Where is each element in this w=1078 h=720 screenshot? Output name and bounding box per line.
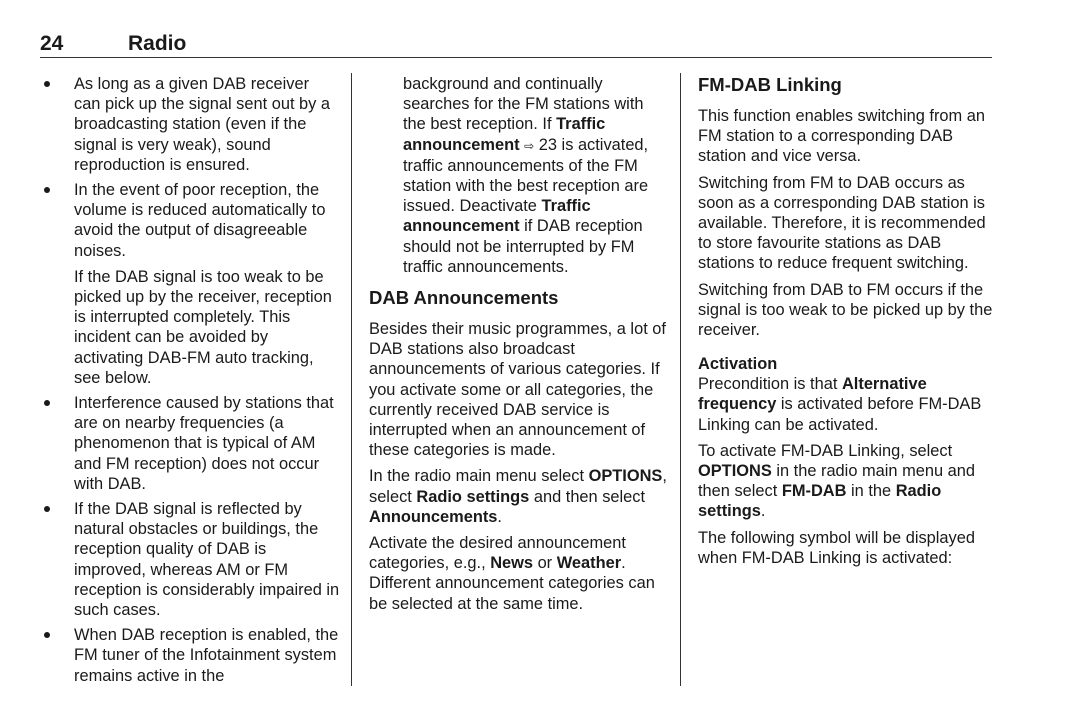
bullet-icon <box>44 81 50 87</box>
column-divider-1 <box>351 73 352 686</box>
bullet-icon <box>44 506 50 512</box>
bullet-continuation-text: background and continually searches for the FM stations with the best reception. If Traffic announcement ⇨ 23 is activated, traffic announcements of the FM station with the best reception are issued. Deactivate Traffic announcement if DAB reception should not be interrupted by FM traffic announcements. <box>403 75 649 276</box>
paragraph: Switching from DAB to FM occurs if the signal is too weak to be picked up by the receiver. <box>698 280 993 340</box>
column-3 <box>698 74 998 574</box>
bullet-icon <box>44 400 50 406</box>
paragraph: Switching from FM to DAB occurs as soon as a corresponding DAB station is available. Therefore, it is recommended to store favourite stations as DAB stations to reduce frequent switching. <box>698 173 986 273</box>
list-item: When DAB reception is enabled, the FM tuner of the Infotainment system remains active in the <box>40 625 340 686</box>
list-item: If the DAB signal is reflected by natural obstacles or buildings, the reception quality of DAB is improved, whereas AM or FM reception is considerably impaired in such cases. <box>40 499 340 620</box>
page-number: 24 <box>40 32 64 55</box>
page-reference: 23 <box>538 135 557 154</box>
heading-dab-announcements: DAB Announcements <box>369 287 559 309</box>
paragraph: Besides their music programmes, a lot of DAB stations also broadcast announcements of various categories. If you activate some or all categories, the currently received DAB service is interrupted when an announcement of these categories is made. <box>369 320 666 460</box>
paragraph: This function enables switching from an FM station to a corresponding DAB station and vice versa. <box>698 107 985 166</box>
column-1 <box>40 74 340 691</box>
column-2 <box>369 74 669 620</box>
bullet-icon <box>44 632 50 638</box>
bullet-continuation: If the DAB signal is too weak to be picked up by the receiver, reception is interrupted completely. This incident can be avoided by activating DAB-FM auto tracking, see below. <box>74 267 332 387</box>
paragraph: Activate the desired announcement categories, e.g., News or Weather. Different announcement categories can be selected at the same time. <box>369 534 655 613</box>
paragraph: In the radio main menu select OPTIONS, select Radio settings and then select Announcements. <box>369 467 667 526</box>
list-item: In the event of poor reception, the volume is reduced automatically to avoid the output of disagreeable noises. If the DAB signal is too weak to be picked up by the receiver, reception is interrupted completely. This incident can be avoided by activating DAB-FM auto tracking, see below. <box>40 180 340 388</box>
paragraph: The following symbol will be displayed when FM-DAB Linking is activated: <box>698 528 975 567</box>
bullet-list <box>40 74 340 686</box>
list-item: As long as a given DAB receiver can pick up the signal sent out by a broadcasting station (even if the signal is very weak), sound reproduction is ensured. <box>40 74 340 175</box>
paragraph: To activate FM-DAB Linking, select OPTIONS in the radio main menu and then select FM-DAB in the Radio settings. <box>698 441 975 521</box>
list-item: Interference caused by stations that are on nearby frequencies (a phenomenon that is typical of AM and FM reception) does not occur with DAB. <box>40 393 340 494</box>
heading-fm-dab-linking: FM-DAB Linking <box>698 74 842 95</box>
page-header <box>40 31 992 58</box>
bullet-icon <box>44 187 50 193</box>
section-title: Radio <box>128 32 187 55</box>
cross-reference-arrow-icon: ⇨ <box>524 138 535 153</box>
paragraph: Precondition is that Alternative frequency is activated before FM-DAB Linking can be activated. <box>698 375 982 434</box>
subheading-activation: Activation <box>698 355 778 374</box>
column-divider-2 <box>680 73 681 686</box>
